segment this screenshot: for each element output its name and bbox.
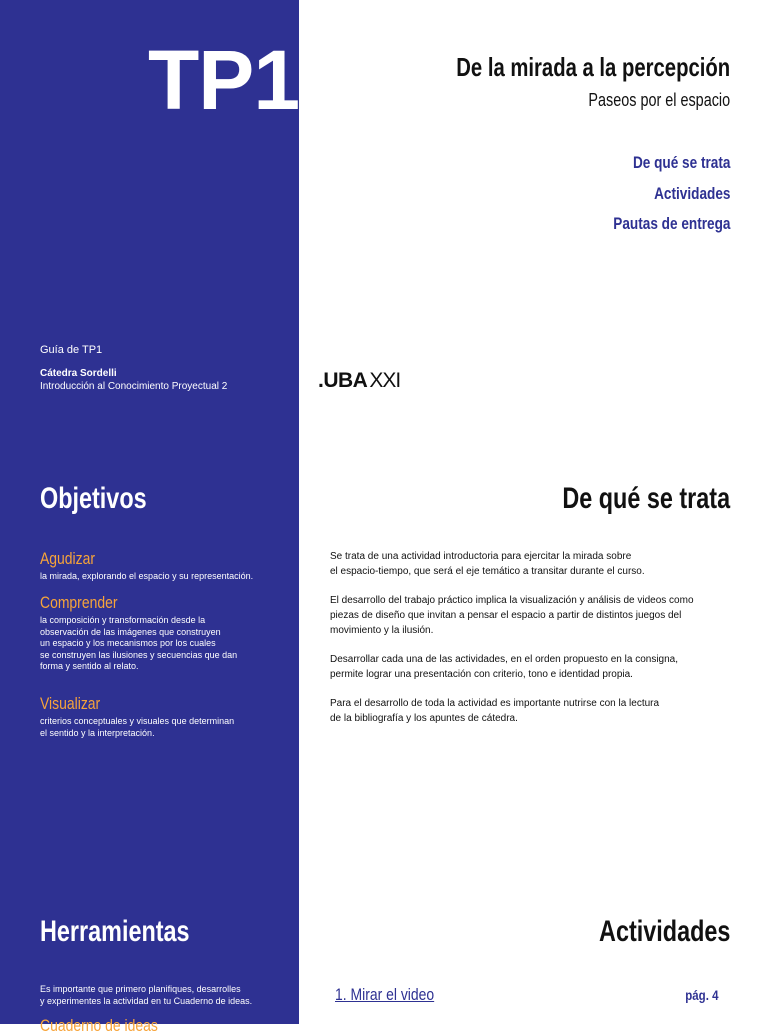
toc-link-de-que-se-trata[interactable]: De qué se trata [632, 153, 730, 172]
logo-prefix: .UBA [318, 369, 368, 392]
desc-line: observación de las imágenes que construyen [40, 626, 221, 637]
herramientas-heading: Herramientas [40, 915, 190, 948]
text-line: piezas de diseño que invitan a pensar el espacio a partir de distintos juegos del [330, 610, 682, 621]
desc-line: el sentido y la interpretación. [40, 727, 155, 738]
objetivos-heading: Objetivos [40, 482, 147, 515]
toc-link-pautas-de-entrega[interactable]: Pautas de entrega [612, 214, 730, 233]
paragraph [330, 696, 730, 726]
objetivo-desc-agudizar: la mirada, explorando el espacio y su representación. [40, 571, 254, 581]
desc-line: se construyen las ilusiones y secuencias que dan [40, 649, 238, 660]
herramientas-term-cuaderno: Cuaderno de ideas [40, 1016, 158, 1035]
de-que-se-trata-body [330, 549, 730, 740]
text-line: El desarrollo del trabajo práctico implica la visualización y análisis de videos como [330, 595, 694, 606]
text-line: permite lograr una presentación con criterio, tono e identidad propia. [330, 669, 633, 680]
activity-link-mirar-el-video[interactable]: 1. Mirar el video [335, 985, 435, 1004]
desc-line: un espacio y los mecanismos por los cuales [40, 638, 216, 648]
desc-line: forma y sentido al relato. [40, 661, 139, 671]
text-line: Desarrollar cada una de las actividades, en el orden propuesto en la consigna, [330, 654, 678, 665]
cover-code: TP1 [148, 33, 300, 127]
objetivo-term-comprender: Comprender [40, 593, 118, 612]
desc-line: la composición y transformación desde la [40, 615, 206, 625]
paragraph [330, 549, 730, 579]
paragraph [330, 593, 730, 638]
desc-line: criterios conceptuales y visuales que determinan [40, 716, 235, 726]
desc-line: Es importante que primero planifiques, desarrolles [40, 984, 241, 994]
desc-line: y experimentes la actividad en tu Cuaderno de ideas. [40, 996, 253, 1006]
uba-xxi-logo [318, 370, 400, 391]
guide-label: Guía de TP1 [40, 344, 103, 356]
activity-page-number: pág. 4 [684, 987, 718, 1003]
toc-link-actividades[interactable]: Actividades [653, 183, 730, 203]
objetivo-desc-visualizar [40, 716, 290, 739]
table-of-contents [584, 148, 730, 240]
text-line: el espacio-tiempo, que será el eje temático a transitar durante el curso. [330, 566, 645, 577]
objetivo-term-agudizar: Agudizar [40, 549, 96, 568]
text-line: movimiento y la ilusión. [330, 625, 434, 636]
catedra-name: Cátedra Sordelli [40, 368, 117, 379]
text-line: de la bibliografía y los apuntes de cátedra. [330, 713, 518, 724]
de-que-se-trata-heading: De qué se trata [562, 482, 730, 515]
text-line: Para el desarrollo de toda la actividad es importante nutrirse con la lectura [330, 698, 660, 709]
objetivo-term-visualizar: Visualizar [40, 694, 101, 713]
herramientas-desc [40, 983, 290, 1007]
page-title: De la mirada a la percepción [456, 52, 730, 82]
logo-suffix: XXI [369, 369, 401, 392]
paragraph [330, 652, 730, 682]
objetivo-desc-comprender [40, 615, 290, 673]
actividades-heading: Actividades [598, 915, 730, 948]
course-name: Introducción al Conocimiento Proyectual 2 [40, 381, 228, 392]
text-line: Se trata de una actividad introductoria para ejercitar la mirada sobre [330, 551, 632, 562]
page-subtitle: Paseos por el espacio [588, 90, 730, 110]
